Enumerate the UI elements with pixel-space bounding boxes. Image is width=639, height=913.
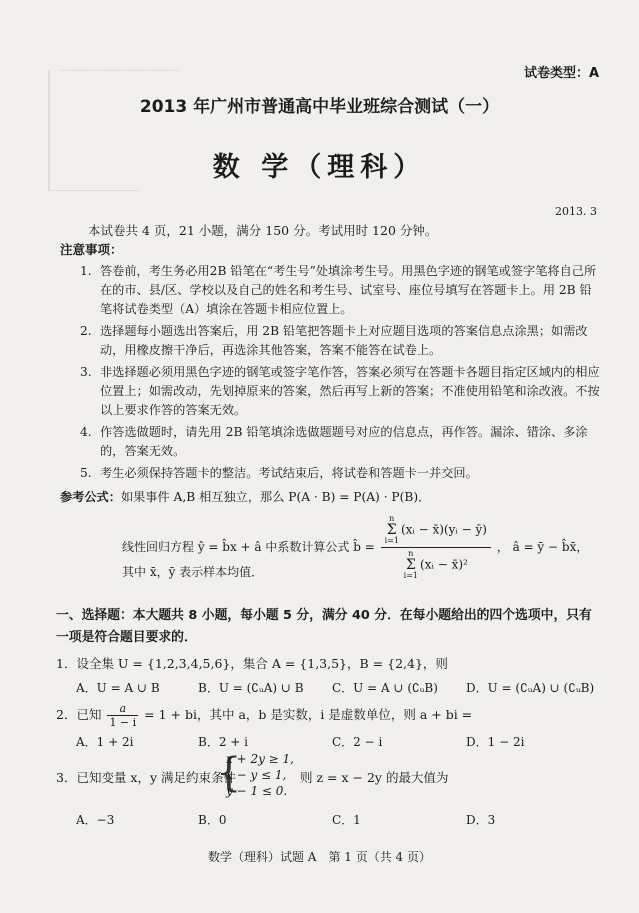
- note-item: [80, 464, 600, 483]
- question-3-stem-suffix: 则 z = x − 2y 的最大值为: [300, 770, 449, 785]
- q2-stem-suffix: = 1 + bi，其中 a，b 是实数，i 是虚数单位，则 a + bi =: [144, 707, 473, 722]
- sum-lower-limit: i=1: [403, 571, 419, 580]
- note-item: [80, 262, 600, 319]
- formula-label: 参考公式：: [60, 490, 121, 504]
- q2-fraction-numerator: a: [107, 702, 138, 716]
- note-item: [80, 423, 600, 461]
- sum-upper-limit: n: [408, 549, 414, 558]
- q3-option-d: D．3: [466, 813, 496, 827]
- section-heading: 一、选择题：本大题共 8 小题，每小题 5 分，满分 40 分．在每小题给出的四个选项中，只有一项是符合题目要求的．: [56, 608, 592, 645]
- q1-option-d: D．U = (∁ᵤA) ∪ (∁ᵤB): [466, 681, 595, 695]
- constraint-line: x − y ≤ 1,: [226, 768, 287, 782]
- paper-type-label: 试卷类型：A: [523, 66, 599, 81]
- note-text: 作答选做题时，请先用 2B 铅笔填涂选做题题号对应的信息点，再作答。漏涂、错涂、多涂的，答案无效。: [100, 425, 588, 458]
- sum-upper-limit: n: [389, 514, 395, 523]
- q3-option-a: A．−3: [76, 813, 115, 827]
- q1-option-b: B．U = (∁ᵤA) ∪ B: [198, 681, 304, 695]
- q2-option-c: C．2 − i: [332, 735, 383, 749]
- regression-fraction: [381, 515, 491, 580]
- q1-option-c: C．U = A ∪ (∁ᵤB): [332, 681, 438, 695]
- page-footer: 数学（理科）试题 A 第 1 页（共 4 页）: [207, 850, 431, 864]
- question-1-stem: 1．设全集 U = {1,2,3,4,5,6}，集合 A = {1,3,5}，B = {2,4}，则: [56, 656, 448, 671]
- exam-title: 2013 年广州市普通高中毕业班综合测试（一）: [139, 97, 500, 117]
- constraint-line: y − 1 ≤ 0.: [226, 784, 288, 798]
- fraction-denominator: (xᵢ − x̄)²: [420, 557, 468, 572]
- question-3-stem-prefix: 3．已知变量 x，y 满足约束条件: [56, 770, 237, 785]
- note-text: 非选择题必须用黑色字迹的钢笔或签字笔作答，答案必须写在答题卡各题目指定区域内的相应位置上；如需改动，先划掉原来的答案，然后再写上新的答案；不准使用铅笔和涂改液。不按以上要求作答的答案无效。: [100, 365, 600, 417]
- q1-option-a: A．U = A ∪ B: [76, 681, 160, 695]
- q2-option-a: A．1 + 2i: [76, 735, 134, 749]
- bleed-through-text: ──────────────────: [60, 64, 180, 77]
- fraction-numerator: (xᵢ − x̄)(yᵢ − ȳ): [400, 522, 487, 537]
- note-number: 5.: [80, 466, 92, 480]
- q2-option-b: B．2 + i: [198, 735, 248, 749]
- note-text: 考生必须保持答题卡的整洁。考试结束后，将试卷和答题卡一并交回。: [100, 466, 478, 480]
- note-number: 3.: [80, 365, 92, 379]
- regression-suffix: ， â = ȳ − b̂x̄，: [496, 540, 589, 554]
- summation-symbol: n Σ i=1: [403, 549, 419, 580]
- q2-stem-prefix: 2．已知: [56, 707, 102, 722]
- note-text: 选择题每小题选出答案后，用 2B 铅笔把答题卡上对应题目选项的答案信息点涂黑；如需改动，用橡皮擦干净后，再选涂其他答案，答案不能答在试卷上。: [100, 324, 588, 357]
- q3-option-c: C．1: [332, 813, 361, 827]
- note-number: 4.: [80, 425, 92, 439]
- q3-option-b: B．0: [198, 813, 227, 827]
- constraint-system: [226, 751, 294, 799]
- regression-prefix: 线性回归方程 ŷ = b̂x + â 中系数计算公式 b̂ =: [122, 540, 375, 554]
- sum-lower-limit: i=1: [384, 536, 399, 545]
- q2-fraction: [107, 702, 138, 729]
- note-text: 答卷前，考生务必用2B 铅笔在“考生号”处填涂考生号。用黑色字迹的钢笔或签字笔将自己所在的市、县/区、学校以及自己的姓名和考生号、试室号、座位号填写在答题卡上。用 2B 铅笔将试卷类型（A）填涂在答题卡相应位置上。: [100, 264, 597, 316]
- constraint-line: x + 2y ≥ 1,: [226, 752, 294, 766]
- exam-date: 2013. 3: [555, 205, 597, 218]
- q2-option-d: D．1 − 2i: [466, 735, 525, 749]
- note-number: 2.: [80, 324, 92, 338]
- constraint-brace: {: [216, 750, 242, 796]
- independence-formula: 如果事件 A,B 相互独立，那么 P(A · B) = P(A) · P(B)．: [120, 490, 431, 504]
- q2-fraction-denominator: 1 − i: [109, 716, 137, 729]
- note-item: [80, 363, 600, 420]
- note-item: [80, 322, 600, 360]
- note-number: 1.: [80, 264, 92, 278]
- reference-formula: [60, 488, 430, 505]
- question-2-stem: [56, 702, 472, 729]
- notes-heading: 注意事项：: [60, 242, 123, 257]
- summation-symbol: n Σ i=1: [384, 514, 399, 545]
- subject-title: 数 学（理科）: [212, 152, 427, 183]
- exam-intro: 本试卷共 4 页，21 小题，满分 150 分。考试用时 120 分钟。: [88, 223, 438, 238]
- sample-mean-note: 其中 x̄，ȳ 表示样本均值．: [122, 565, 264, 579]
- bleed-through-mark: [48, 190, 138, 191]
